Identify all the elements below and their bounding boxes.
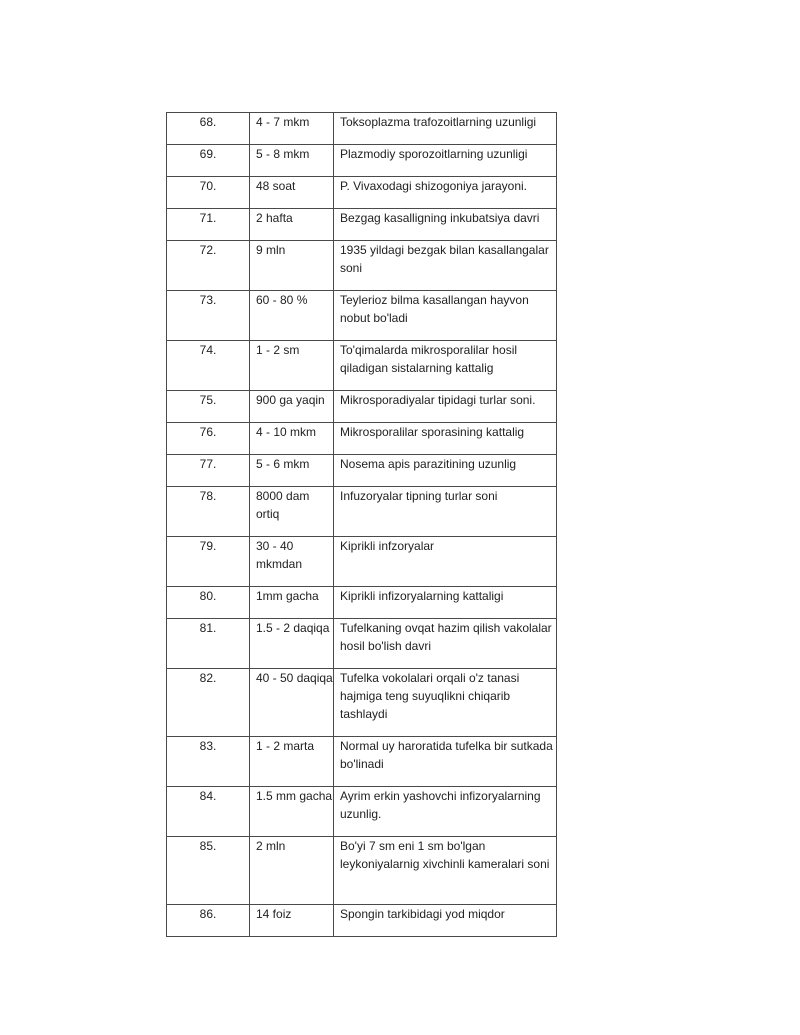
row-value: 14 foiz <box>250 905 334 937</box>
table-row <box>167 905 557 937</box>
table-row <box>167 837 557 905</box>
row-number: 83. <box>167 737 250 787</box>
row-description: Tufelka vokolalari orqali o'z tanasi hajmiga teng suyuqlikni chiqarib tashlaydi <box>334 669 557 737</box>
row-description: Mikrosporadiyalar tipidagi turlar soni. <box>334 391 557 423</box>
row-value: 60 - 80 % <box>250 291 334 341</box>
row-description: Kiprikli infzoryalar <box>334 537 557 587</box>
table-row <box>167 619 557 669</box>
table-row <box>167 787 557 837</box>
row-value: 5 - 6 mkm <box>250 455 334 487</box>
row-value: 1.5 - 2 daqiqa <box>250 619 334 669</box>
row-value: 1.5 mm gacha <box>250 787 334 837</box>
row-number: 72. <box>167 241 250 291</box>
row-value: 2 hafta <box>250 209 334 241</box>
row-number: 86. <box>167 905 250 937</box>
row-value: 5 - 8 mkm <box>250 145 334 177</box>
row-value: 1 - 2 marta <box>250 737 334 787</box>
row-description: Kiprikli infizoryalarning kattaligi <box>334 587 557 619</box>
row-number: 80. <box>167 587 250 619</box>
row-number: 73. <box>167 291 250 341</box>
row-description: P. Vivaxodagi shizogoniya jarayoni. <box>334 177 557 209</box>
table-row <box>167 241 557 291</box>
row-value: 900 ga yaqin <box>250 391 334 423</box>
row-description: 1935 yildagi bezgak bilan kasallangalar soni <box>334 241 557 291</box>
row-value: 48 soat <box>250 177 334 209</box>
row-value: 9 mln <box>250 241 334 291</box>
table-row <box>167 737 557 787</box>
row-value: 1 - 2 sm <box>250 341 334 391</box>
row-value: 40 - 50 daqiqa <box>250 669 334 737</box>
row-description: Ayrim erkin yashovchi infizoryalarning uzunlig. <box>334 787 557 837</box>
row-description: Nosema apis parazitining uzunlig <box>334 455 557 487</box>
table-row <box>167 391 557 423</box>
table-row <box>167 145 557 177</box>
row-number: 79. <box>167 537 250 587</box>
row-description: Bezgag kasalligning inkubatsiya davri <box>334 209 557 241</box>
row-number: 70. <box>167 177 250 209</box>
table-row <box>167 587 557 619</box>
row-description: Toksoplazma trafozoitlarning uzunligi <box>334 113 557 145</box>
row-description: Teylerioz bilma kasallangan hayvon nobut bo'ladi <box>334 291 557 341</box>
table-row <box>167 669 557 737</box>
row-number: 76. <box>167 423 250 455</box>
row-number: 84. <box>167 787 250 837</box>
table-row <box>167 209 557 241</box>
row-description: Normal uy haroratida tufelka bir sutkada bo'linadi <box>334 737 557 787</box>
table-row <box>167 455 557 487</box>
table-row <box>167 341 557 391</box>
row-value: 8000 dam ortiq <box>250 487 334 537</box>
row-value: 30 - 40 mkmdan <box>250 537 334 587</box>
row-number: 69. <box>167 145 250 177</box>
data-table <box>166 112 557 937</box>
row-value: 4 - 10 mkm <box>250 423 334 455</box>
row-description: Bo'yi 7 sm eni 1 sm bo'lgan leykoniyalarnig xivchinli kameralari soni <box>334 837 557 905</box>
table-row <box>167 537 557 587</box>
row-description: Infuzoryalar tipning turlar soni <box>334 487 557 537</box>
table-row <box>167 423 557 455</box>
row-value: 1mm gacha <box>250 587 334 619</box>
table-row <box>167 291 557 341</box>
row-description: To'qimalarda mikrosporalilar hosil qiladigan sistalarning kattalig <box>334 341 557 391</box>
row-number: 74. <box>167 341 250 391</box>
row-description: Plazmodiy sporozoitlarning uzunligi <box>334 145 557 177</box>
row-value: 4 - 7 mkm <box>250 113 334 145</box>
table-row <box>167 487 557 537</box>
row-description: Mikrosporalilar sporasining kattalig <box>334 423 557 455</box>
row-number: 81. <box>167 619 250 669</box>
table-row <box>167 113 557 145</box>
row-description: Tufelkaning ovqat hazim qilish vakolalar hosil bo'lish davri <box>334 619 557 669</box>
row-number: 78. <box>167 487 250 537</box>
row-description: Spongin tarkibidagi yod miqdor <box>334 905 557 937</box>
row-value: 2 mln <box>250 837 334 905</box>
table-body <box>167 113 557 937</box>
row-number: 68. <box>167 113 250 145</box>
row-number: 85. <box>167 837 250 905</box>
row-number: 71. <box>167 209 250 241</box>
row-number: 75. <box>167 391 250 423</box>
table-row <box>167 177 557 209</box>
row-number: 82. <box>167 669 250 737</box>
row-number: 77. <box>167 455 250 487</box>
